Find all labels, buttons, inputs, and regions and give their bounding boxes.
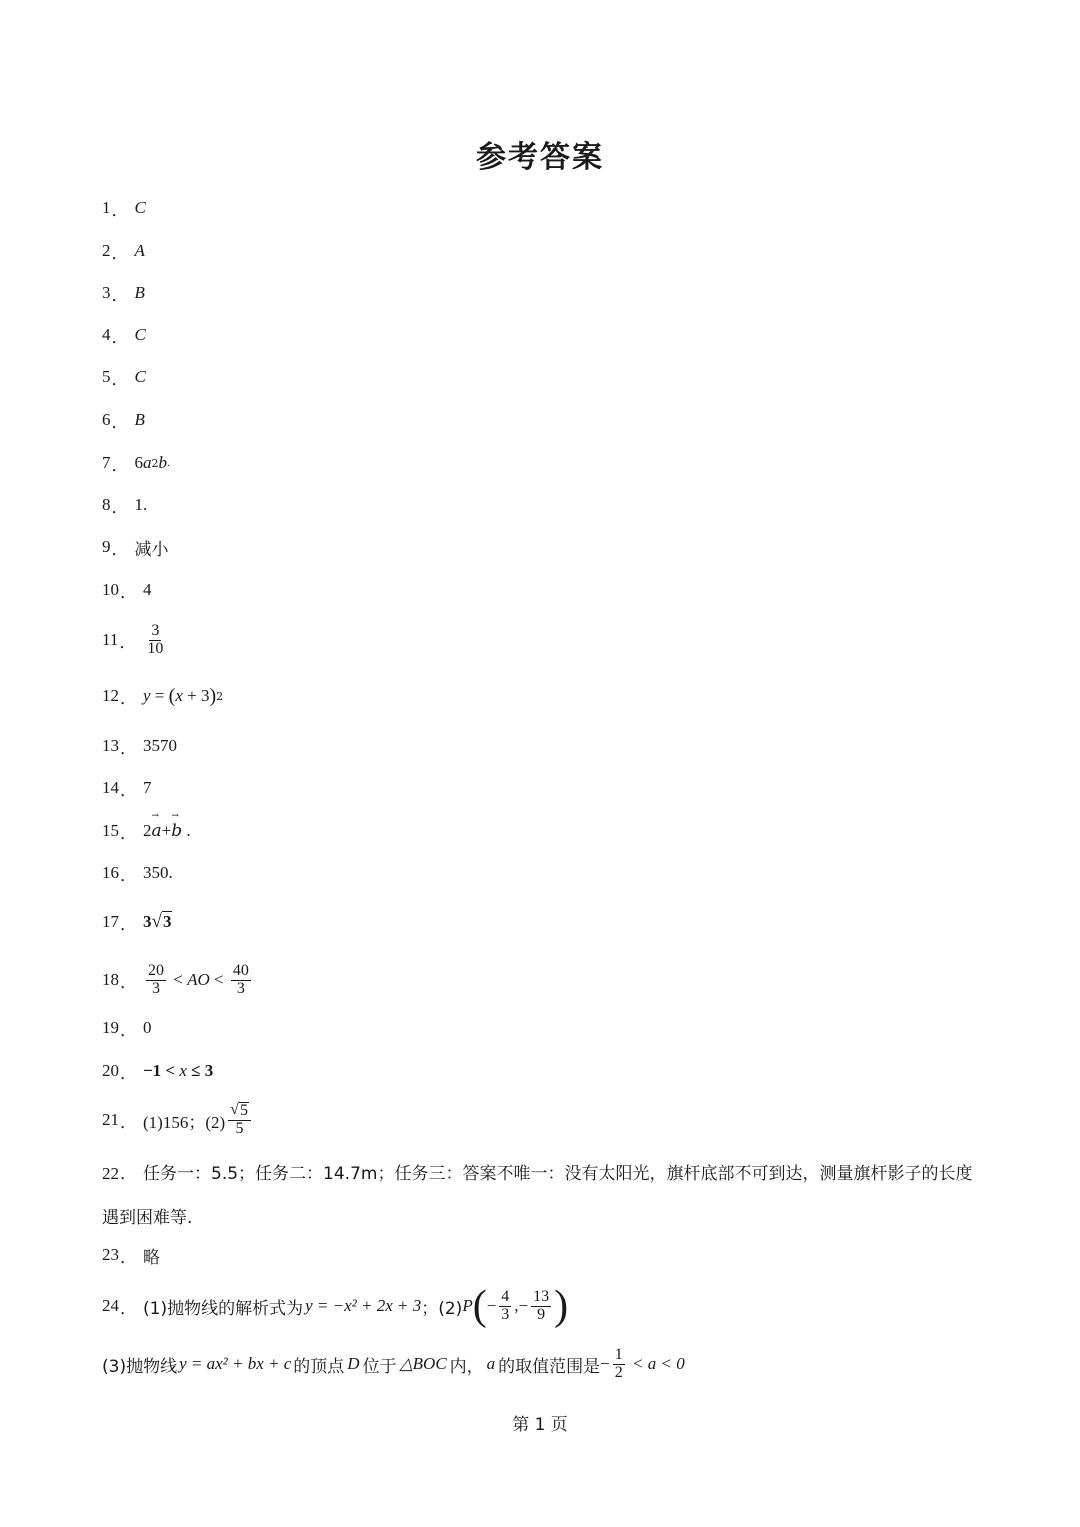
segment-name: AO: [187, 970, 210, 989]
answer-number: 12: [102, 686, 119, 705]
range-tail: < a < 0: [627, 1354, 685, 1373]
fraction-denominator: 3: [152, 979, 160, 997]
answer-3: [102, 278, 145, 308]
vector-a: → a: [152, 821, 162, 841]
fraction: [531, 1289, 551, 1324]
answer-separator: ．: [120, 738, 137, 759]
answer-number: 14: [102, 778, 119, 797]
answer-value: 1.: [134, 495, 148, 514]
answer-number: 19: [102, 1018, 119, 1037]
left-paren: (: [472, 1283, 487, 1329]
answer-part-text: (1)156；(2): [143, 1112, 226, 1132]
answer-separator: ．: [111, 539, 129, 560]
answer-number: 21: [102, 1110, 119, 1129]
answer-7: [102, 448, 170, 478]
answer-5: [102, 362, 146, 392]
plus-term: + 3: [182, 686, 210, 705]
fraction-numerator: [228, 1102, 251, 1121]
fraction-denominator: 9: [537, 1305, 546, 1323]
answer-separator: ．: [111, 285, 129, 306]
minus-sign: −: [518, 1296, 529, 1315]
answer-part-text: 的取值范围是: [498, 1356, 601, 1377]
answer-6: [102, 405, 145, 435]
fraction-numerator: 40: [232, 961, 249, 979]
answer-value: 3570: [143, 736, 177, 755]
variable-x: x: [175, 686, 183, 705]
answer-10: [102, 575, 152, 605]
radicand: 5: [239, 1102, 248, 1120]
answer-separator: ．: [111, 369, 129, 390]
fraction-denominator: 2: [614, 1363, 623, 1381]
answer-separator: ．: [120, 1164, 137, 1184]
fraction-numerator: 3: [151, 621, 160, 639]
answer-separator: ．: [120, 1020, 137, 1041]
answer-separator: ．: [111, 200, 129, 221]
answer-number: 22: [102, 1164, 119, 1183]
answer-separator: ．: [111, 455, 129, 476]
answer-23: [102, 1240, 160, 1270]
answer-variable-a: a: [143, 453, 152, 472]
answer-coefficient: 2: [143, 821, 152, 840]
fraction: [613, 1347, 625, 1382]
answer-8: [102, 490, 147, 520]
answer-separator: ．: [120, 1298, 137, 1319]
left-paren: (: [168, 684, 176, 707]
answer-value: A: [134, 241, 145, 260]
fraction-numerator: 4: [501, 1287, 510, 1305]
fraction: [231, 963, 251, 998]
answer-separator: ．: [111, 327, 129, 348]
answer-part-text: 的顶点: [293, 1356, 345, 1377]
answer-value: 350.: [143, 863, 173, 882]
answer-4: [102, 320, 146, 350]
answer-number: 24: [102, 1296, 119, 1315]
answer-separator: ．: [119, 632, 137, 653]
radicand: 3: [162, 912, 172, 931]
answer-part-text: 内，: [449, 1356, 484, 1377]
answer-separator: ．: [120, 972, 137, 993]
answer-part-text: (1)抛物线的解析式为: [143, 1298, 304, 1319]
variable-a: a: [486, 1354, 496, 1373]
fraction: [228, 1102, 251, 1138]
answer-separator: ．: [120, 1247, 137, 1268]
answer-1: [102, 193, 146, 223]
answer-separator: ．: [120, 1112, 137, 1133]
answer-value: B: [134, 410, 145, 429]
fraction: [146, 963, 166, 998]
answer-value: B: [134, 283, 145, 302]
answer-separator: ．: [120, 780, 137, 801]
answer-value: C: [134, 367, 146, 386]
answer-value: 减小: [134, 539, 169, 560]
answer-number: 7: [102, 453, 111, 472]
answer-number: 4: [102, 325, 111, 344]
answer-number: 3: [102, 283, 111, 302]
answer-18: [102, 957, 254, 1003]
answer-19: [102, 1013, 152, 1043]
point-name: D: [347, 1354, 360, 1373]
radical-sign: √: [151, 911, 162, 932]
answer-15: [102, 816, 191, 846]
answer-part-text: 位于: [362, 1356, 397, 1377]
answer-value: C: [134, 198, 146, 217]
answer-number: 8: [102, 495, 111, 514]
answer-21: [102, 1097, 254, 1143]
answer-separator: ．: [120, 582, 137, 603]
answer-part-text: ；(2): [421, 1298, 463, 1319]
answer-11: [102, 617, 168, 663]
answer-24: [102, 1282, 568, 1330]
answer-value: C: [134, 325, 146, 344]
answer-separator: ．: [120, 823, 137, 844]
equals-sign: =: [150, 686, 169, 705]
inequality-left: −1 <: [143, 1061, 180, 1080]
answer-number: 9: [102, 537, 111, 556]
answer-17: [102, 907, 172, 937]
minus-sign: −: [600, 1354, 610, 1373]
answer-coefficient: 3: [143, 912, 152, 931]
right-paren: ): [209, 684, 217, 707]
answer-value: 4: [143, 580, 152, 599]
answer-number: 18: [102, 970, 119, 989]
answer-value: 略: [143, 1247, 160, 1268]
answer-22: [102, 1152, 982, 1240]
radical-sign: √: [230, 1101, 239, 1119]
answer-number: 17: [102, 912, 119, 931]
answer-number: 10: [102, 580, 119, 599]
fraction-numerator: 20: [148, 961, 164, 979]
answer-number: 20: [102, 1061, 119, 1080]
answer-separator: ．: [120, 688, 137, 709]
answer-number: 5: [102, 367, 111, 386]
answer-2: [102, 236, 145, 266]
answer-number: 6: [102, 410, 111, 429]
comma: ,: [514, 1296, 519, 1315]
vector-b: → b: [171, 821, 182, 841]
answer-number: 1: [102, 198, 111, 217]
inequality-right: ≤ 3: [186, 1061, 214, 1080]
answer-exponent: 2: [216, 689, 224, 703]
less-than: <: [169, 970, 188, 989]
fraction: [499, 1289, 511, 1324]
answer-16: [102, 858, 173, 888]
answer-exponent: 2: [151, 456, 159, 470]
fraction-numerator: 1: [614, 1345, 623, 1363]
answer-tail: .: [182, 821, 191, 840]
equation: y = −x² + 2x + 3: [305, 1296, 422, 1315]
fraction-denominator: 3: [236, 979, 245, 997]
answer-separator: ．: [120, 914, 137, 935]
answer-separator: ．: [120, 865, 137, 886]
fraction-numerator: 13: [533, 1287, 550, 1305]
answer-separator: ．: [111, 243, 129, 264]
answer-separator: ．: [120, 1063, 137, 1084]
plus-sign: +: [161, 821, 172, 840]
fraction-denominator: 3: [501, 1305, 510, 1323]
right-paren: ): [554, 1283, 569, 1329]
answer-separator: ．: [111, 497, 129, 518]
less-than: <: [209, 970, 228, 989]
equation: y = ax² + bx + c: [179, 1354, 292, 1373]
answer-part-text: (3)抛物线: [102, 1356, 178, 1377]
triangle-name: △BOC: [399, 1354, 447, 1373]
page-footer: 第 1 页: [512, 1415, 568, 1435]
answer-tail: .: [167, 457, 170, 469]
answer-number: 13: [102, 736, 119, 755]
minus-sign: −: [486, 1296, 497, 1315]
square-root: [152, 911, 173, 933]
answer-number: 23: [102, 1245, 119, 1264]
answer-14: [102, 773, 152, 803]
answer-20: [102, 1056, 213, 1086]
answer-number: 2: [102, 241, 111, 260]
square-root: [230, 1102, 249, 1120]
answer-24-part-3: [102, 1340, 685, 1388]
equation-lhs: y: [143, 686, 151, 705]
page-title: 参考答案: [476, 140, 604, 175]
answer-9: [102, 532, 169, 562]
fraction: [145, 623, 165, 658]
answer-value: 任务一：5.5；任务二：14.7m；任务三：答案不唯一：没有太阳光，旗杆底部不可到达，测量旗杆影子的长度遇到困难等.: [102, 1164, 973, 1228]
answer-13: [102, 731, 177, 761]
fraction-denominator: 5: [235, 1120, 244, 1137]
answer-value: 7: [143, 778, 152, 797]
point-name: P: [462, 1296, 473, 1315]
answer-coefficient: 6: [134, 453, 143, 472]
variable-x: x: [179, 1061, 187, 1080]
answer-separator: ．: [111, 412, 129, 433]
answer-variable-b: b: [158, 453, 167, 472]
answer-number: 15: [102, 821, 119, 840]
answer-number: 11: [102, 630, 119, 649]
answer-12: [102, 681, 223, 711]
answer-number: 16: [102, 863, 119, 882]
fraction-denominator: 10: [147, 639, 164, 657]
answer-value: 0: [143, 1018, 152, 1037]
